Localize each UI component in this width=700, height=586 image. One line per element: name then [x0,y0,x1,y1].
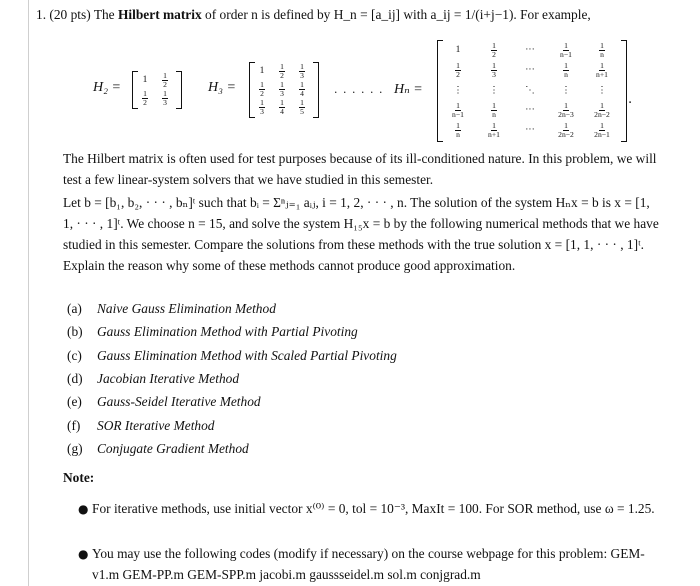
method-item [67,301,276,317]
hn-matrix-entry [440,100,476,120]
fraction-denominator: n−1 [560,49,572,59]
fraction [259,81,265,98]
fraction-denominator: n+1 [488,129,500,139]
hn-matrix-entry [584,120,620,140]
method-item [67,348,397,364]
hn-matrix-entry: 1 [455,45,461,55]
h2-matrix-entry [135,89,155,107]
hn-matrix-entry: ··· [525,65,535,75]
method-label: (e) [67,394,82,410]
hn-matrix-right-bracket [621,40,627,142]
fraction-numerator: 1 [163,88,167,98]
fraction-denominator: 2 [456,69,460,79]
h2-matrix-entry [155,89,175,107]
hn-matrix-entry: ⋮ [489,85,499,96]
problem-definition: of order n is defined by H_n = [a_ij] with a_ij = 1/(i+j−1). [205,7,517,22]
fraction-numerator: 1 [300,97,304,107]
fraction-numerator: 1 [492,40,496,50]
hn-matrix-entry [584,60,620,80]
fraction-numerator: 1 [492,60,496,70]
fraction [299,81,305,98]
hn-matrix-entry [476,40,512,60]
fraction-denominator: n [492,109,496,119]
method-name: Gauss Elimination Method with Scaled Partial Pivoting [97,347,397,363]
hn-matrix-entry [440,120,476,140]
h3-matrix-entry [252,80,272,98]
fraction [595,62,609,79]
h3-matrix-entry [292,80,312,98]
fraction-numerator: 1 [456,100,460,110]
fraction [455,122,461,139]
fraction-numerator: 1 [564,40,568,50]
fraction [487,122,501,139]
fraction [557,122,575,139]
h2-matrix-entry: 1 [142,75,148,85]
fraction-numerator: 1 [280,61,284,71]
bullet-dot: ● [78,547,89,561]
h2-matrix-label: H₂ = [93,80,121,95]
fraction-denominator: n+1 [596,69,608,79]
fraction-denominator: n−1 [452,109,464,119]
note-heading: Note: [63,470,95,485]
fraction [599,42,605,59]
method-item [67,394,261,410]
fraction-denominator: 2n−2 [594,109,610,119]
fraction-numerator: 1 [456,120,460,130]
hn-matrix-entry [584,40,620,60]
fraction-denominator: 4 [280,106,284,116]
problem-header [36,6,591,24]
fraction [557,102,575,119]
fraction-denominator: 3 [280,88,284,98]
fraction-numerator: 1 [564,100,568,110]
h3-matrix-label: H₃ = [208,80,236,95]
fraction-numerator: 1 [600,120,604,130]
problem-term: Hilbert matrix [118,7,202,22]
method-item [67,371,239,387]
fraction [593,122,611,139]
fraction-denominator: 2n−3 [558,109,574,119]
fraction-denominator: 3 [300,70,304,80]
fraction [162,72,168,89]
hn-matrix-entry: ⋱ [525,85,535,96]
method-label: (f) [67,417,81,433]
method-label: (d) [67,370,83,386]
fraction-denominator: 2 [280,70,284,80]
hn-matrix-entry: ⋮ [453,85,463,96]
matrix-period: . [628,92,633,107]
fraction [491,102,497,119]
task-paragraph: Let b = [b₁, b₂, · · · , bₙ]ᵗ such that bᵢ = Σⁿⱼ₌₁ aᵢⱼ, i = 1, 2, · · · , n. The solution of the system Hₙx = b is x = [1, 1, · · · , 1]ᵗ. We choose n = 15, and solve the system H₁₅x = b by the following numerical methods that we have studied in this semester. Compare the solutions from these methods with the true solution x = [1, 1, · · · , 1]ᵗ. Explain the reason why some of these methods cannot produce good approximation. [63,195,659,273]
fraction-denominator: 5 [300,106,304,116]
method-label: (a) [67,301,82,316]
hn-matrix-label: Hₙ = [394,82,423,97]
fraction [279,99,285,116]
fraction-denominator: 2 [143,97,147,107]
fraction [593,102,611,119]
fraction-numerator: 1 [600,60,604,70]
fraction-denominator: 3 [492,69,496,79]
fraction-denominator: n [600,49,604,59]
h3-matrix-entry [272,80,292,98]
fraction-numerator: 1 [280,97,284,107]
fraction-numerator: 1 [143,88,147,98]
problem-example: For example, [520,7,591,22]
fraction-numerator: 1 [564,120,568,130]
problem-lead: The [93,7,115,22]
method-item [67,324,358,340]
hn-matrix-entry: ··· [525,125,535,135]
problem-number: 1. [36,7,47,22]
fraction-numerator: 1 [492,100,496,110]
fraction-numerator: 1 [280,79,284,89]
method-name: Jacobian Iterative Method [97,370,240,386]
method-label: (b) [67,324,83,340]
problem-points: (20 pts) [49,7,91,22]
fraction-denominator: 2n−2 [558,129,574,139]
h2-matrix-entry [155,71,175,89]
intro-paragraph: The Hilbert matrix is often used for test purposes because of its ill-conditioned nature. In this problem, we will test a few linear-system solvers that we have studied in this semester. [63,151,657,187]
method-item [67,441,249,457]
fraction-numerator: 1 [300,61,304,71]
note-bullet-codes: You may use the following codes (modify if necessary) on the course webpage for this problem: GEM-v1.m GEM-PP.m GEM-SPP.m jacobi.m gaussseidel.m sol.m conjgrad.m [92,546,645,582]
fraction-denominator: n [564,69,568,79]
method-label: (c) [67,347,82,363]
fraction [279,81,285,98]
matrix-ellipsis: · · · · · · [334,86,384,99]
fraction-denominator: 3 [163,97,167,107]
method-label: (g) [67,440,83,456]
fraction [563,62,569,79]
hn-matrix-entry [476,60,512,80]
h3-matrix-entry [292,98,312,116]
fraction-numerator: 1 [163,70,167,80]
hn-matrix-entry [548,60,584,80]
hn-matrix-entry: ··· [525,105,535,115]
note-bullet-iterative: For iterative methods, use initial vector x⁽⁰⁾ = 0, tol = 10⁻³, MaxIt = 100. For SOR method, use ω = 1.25. [92,501,655,516]
fraction [259,99,265,116]
fraction-denominator: n [456,129,460,139]
hn-matrix-entry: ⋮ [597,85,607,96]
method-name: SOR Iterative Method [97,417,215,433]
fraction-denominator: 2n−1 [594,129,610,139]
hn-matrix-entry [548,120,584,140]
fraction [491,62,497,79]
fraction-denominator: 2 [163,79,167,89]
hn-matrix-entry [476,120,512,140]
fraction [299,63,305,80]
hn-matrix-entry [548,100,584,120]
fraction [451,102,465,119]
h3-matrix-right-bracket [313,62,319,118]
fraction-numerator: 1 [260,97,264,107]
hn-matrix-entry [440,60,476,80]
method-name: Gauss-Seidel Iterative Method [97,394,261,410]
hn-matrix-entry [476,100,512,120]
h3-matrix-entry [272,62,292,80]
h2-matrix-right-bracket [176,71,182,109]
fraction-numerator: 1 [492,120,496,130]
fraction-denominator: 2 [260,88,264,98]
fraction-numerator: 1 [456,60,460,70]
fraction [279,63,285,80]
hn-matrix-entry: ⋮ [561,85,571,96]
fraction [142,90,148,107]
fraction [455,62,461,79]
fraction [162,90,168,107]
bullet-dot: ● [78,502,89,516]
hn-matrix-entry [548,40,584,60]
fraction-numerator: 1 [564,60,568,70]
fraction-denominator: 4 [300,88,304,98]
fraction-numerator: 1 [600,40,604,50]
fraction-numerator: 1 [260,79,264,89]
h3-matrix-entry [252,98,272,116]
method-item [67,418,215,434]
fraction [491,42,497,59]
fraction-numerator: 1 [300,79,304,89]
hn-matrix-entry: ··· [525,45,535,55]
h3-matrix-entry [272,98,292,116]
fraction-denominator: 3 [260,106,264,116]
method-name: Naive Gauss Elimination Method [97,301,276,316]
method-name: Gauss Elimination Method with Partial Pivoting [97,324,358,340]
fraction-denominator: 2 [492,49,496,59]
h3-matrix-entry [292,62,312,80]
fraction-numerator: 1 [600,100,604,110]
h3-matrix-entry: 1 [259,66,265,76]
hn-matrix-entry [584,100,620,120]
method-name: Conjugate Gradient Method [97,440,249,456]
fraction [299,99,305,116]
fraction [559,42,573,59]
